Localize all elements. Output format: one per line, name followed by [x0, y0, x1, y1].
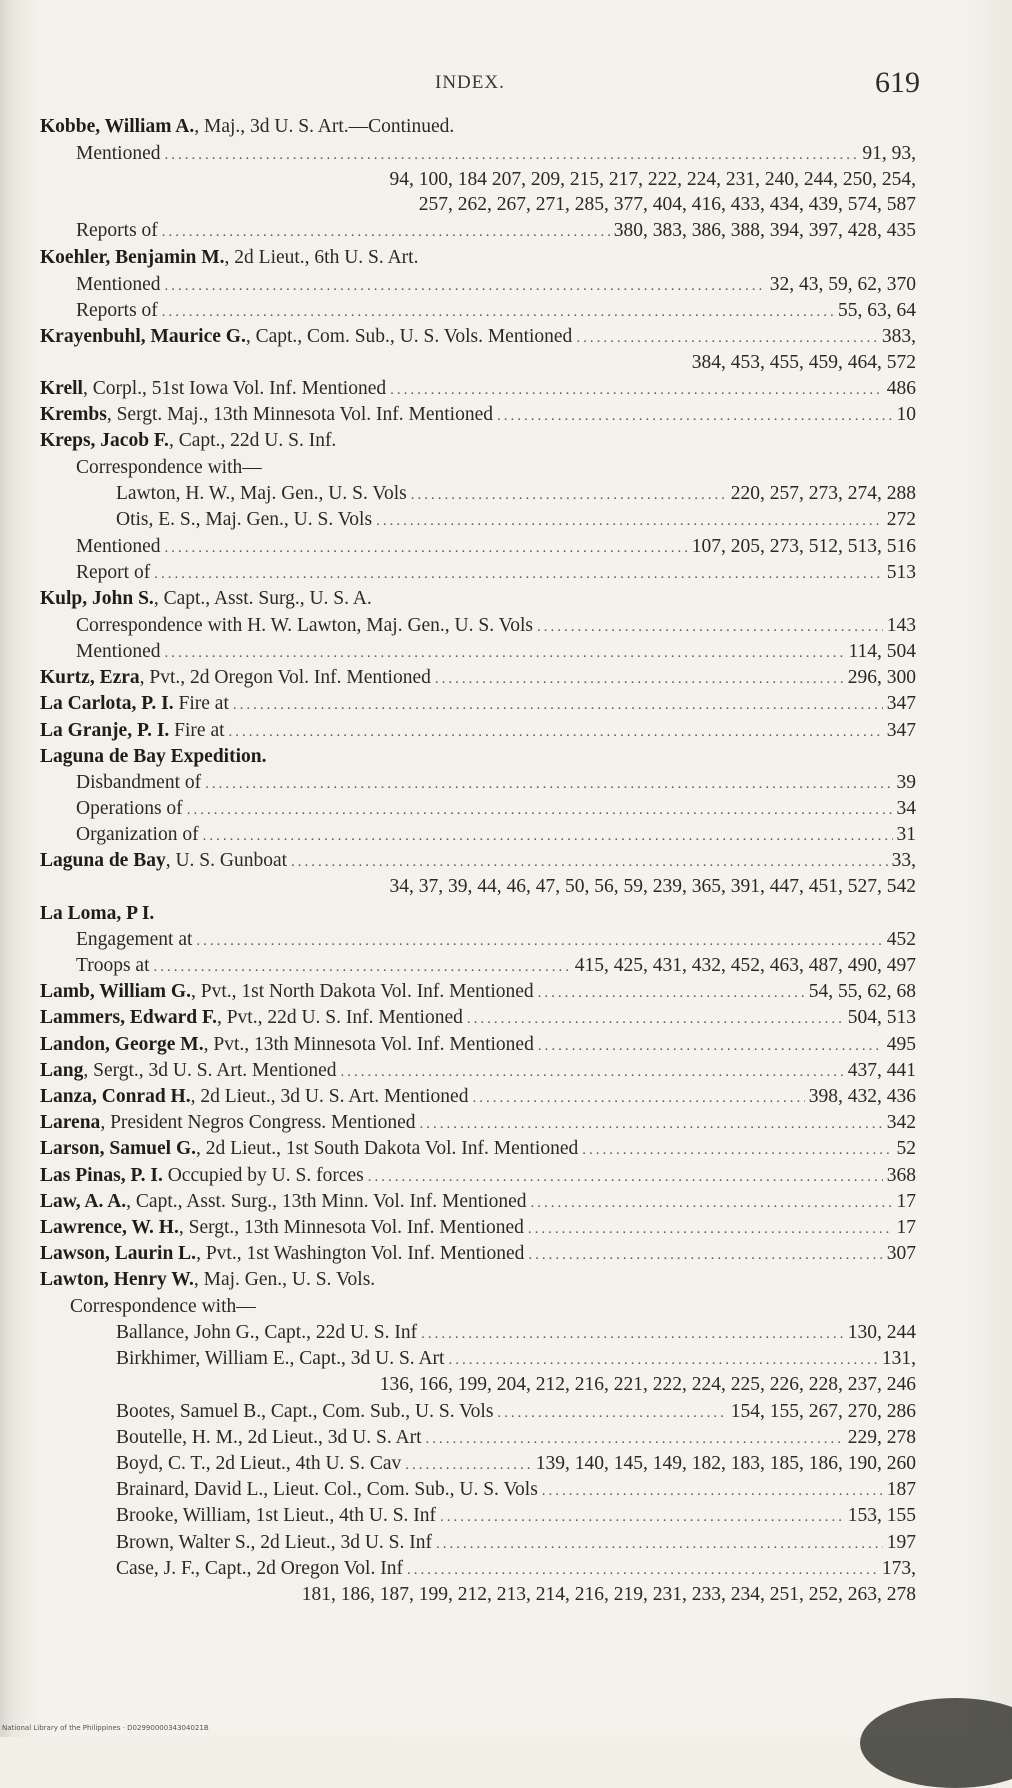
index-subentry [76, 638, 916, 665]
entry-detail: , Pvt., 1st North Dakota Vol. Inf. Mentioned [190, 981, 534, 1002]
entry-label: Correspondence with— [70, 1296, 256, 1317]
entry-label: Disbandment of [76, 772, 202, 793]
entry-detail: Occupied by U. S. forces [162, 1165, 364, 1186]
entry-detail: , Capt., Asst. Surg., 13th Minn. Vol. Inf. Mentioned [126, 1191, 527, 1212]
leader-dots [436, 1531, 883, 1558]
entry-name: La Carlota, P. I. [40, 693, 174, 714]
entry-name: Krayenbuhl, Maurice G. [40, 326, 246, 347]
entry-pages: 347 [886, 693, 916, 714]
entry-label: Mentioned [76, 641, 161, 662]
leader-dots [187, 797, 893, 824]
index-entry [40, 847, 916, 874]
index-subentry [76, 217, 916, 244]
index-subentry [116, 1476, 916, 1503]
entry-pages: 130, 244 [847, 1322, 916, 1343]
index-entry-heading [40, 427, 800, 454]
entry-detail: , Capt., Com. Sub., U. S. Vols. Mentioned [245, 326, 573, 347]
leader-dots [538, 980, 805, 1007]
entry-pages: 368 [886, 1165, 916, 1186]
index-entry-heading [40, 585, 800, 612]
index-entry-heading [40, 900, 800, 927]
leader-dots [530, 1190, 892, 1217]
entry-pages: 398, 432, 436 [808, 1086, 916, 1107]
index-entry [40, 1109, 916, 1136]
entry-label: Brainard, David L., Lieut. Col., Com. Sub., U. S. Vols [116, 1479, 538, 1500]
leader-dots [390, 377, 883, 404]
leader-dots [467, 1006, 844, 1033]
entry-detail: , Capt., Asst. Surg., U. S. A. [153, 588, 372, 609]
index-subentry [116, 1529, 916, 1556]
index-entry-heading [40, 113, 800, 140]
entry-name: Lawton, Henry W. [40, 1269, 194, 1290]
entry-pages-continuation: 34, 37, 39, 44, 46, 47, 50, 56, 59, 239, 365, 391, 447, 451, 527, 542 [389, 876, 916, 897]
entry-pages: 55, 63, 64 [838, 300, 916, 321]
entry-name: Las Pinas, P. I. [40, 1165, 163, 1186]
index-subentry [116, 1345, 916, 1372]
entry-detail: , 2d Lieut., 1st South Dakota Vol. Inf. Mentioned [196, 1138, 579, 1159]
entry-label: Lawton, H. W., Maj. Gen., U. S. Vols [116, 483, 407, 504]
entry-pages: 229, 278 [847, 1427, 916, 1448]
leader-dots [164, 640, 844, 667]
entry-name: Law, A. A. [40, 1191, 127, 1212]
leader-dots [229, 719, 883, 746]
entry-label: Bootes, Samuel B., Capt., Com. Sub., U. S. Vols [116, 1401, 494, 1422]
index-entry [40, 717, 916, 744]
entry-pages: 220, 257, 273, 274, 288 [730, 483, 916, 504]
leader-dots [341, 1059, 844, 1086]
index-subentry [76, 952, 916, 979]
entry-label: Brown, Walter S., 2d Lieut., 3d U. S. Inf [116, 1532, 432, 1553]
page-header [0, 66, 1012, 106]
entry-pages: 452 [886, 929, 916, 950]
leader-dots [164, 273, 765, 300]
entry-detail: , 2d Lieut., 6th U. S. Art. [224, 247, 419, 268]
index-subentry [76, 140, 916, 167]
index-entry [40, 1083, 916, 1110]
entry-label: Reports of [76, 220, 158, 241]
index-subentry [116, 1450, 916, 1477]
entry-pages: 154, 155, 267, 270, 286 [730, 1401, 916, 1422]
entry-name: Kurtz, Ezra [40, 667, 140, 688]
leader-dots [421, 1321, 844, 1348]
entry-pages: 486 [886, 378, 916, 399]
entry-pages: 380, 383, 386, 388, 394, 397, 428, 435 [613, 220, 916, 241]
entry-label: Case, J. F., Capt., 2d Oregon Vol. Inf [116, 1558, 403, 1579]
entry-pages-continuation: 181, 186, 187, 199, 212, 213, 214, 216, 219, 231, 233, 234, 251, 252, 263, 278 [301, 1584, 916, 1605]
leader-dots [196, 928, 882, 955]
running-title: INDEX. [435, 72, 505, 93]
index-entry-heading [40, 244, 800, 271]
leader-dots [435, 666, 844, 693]
entry-detail: , Pvt., 2d Oregon Vol. Inf. Mentioned [139, 667, 431, 688]
leader-dots [537, 614, 883, 641]
entry-label: Brooke, William, 1st Lieut., 4th U. S. Inf [116, 1505, 437, 1526]
index-subentry [76, 795, 916, 822]
entry-pages: 34 [896, 798, 916, 819]
entry-pages: 114, 504 [848, 641, 916, 662]
entry-pages: 272 [886, 509, 916, 530]
leader-dots [291, 849, 888, 876]
entry-name: Laguna de Bay Expedition. [40, 746, 267, 767]
index-entry [40, 1240, 916, 1267]
index-subentry [76, 612, 916, 639]
entry-detail: , Sergt. Maj., 13th Minnesota Vol. Inf. Mentioned [106, 404, 494, 425]
entry-pages-continuation: 257, 262, 267, 271, 285, 377, 404, 416, 433, 434, 439, 574, 587 [418, 194, 916, 215]
entry-pages: 347 [886, 720, 916, 741]
entry-detail: , U. S. Gunboat [165, 850, 288, 871]
entry-pages: 504, 513 [847, 1007, 916, 1028]
index-entry-heading [40, 743, 800, 770]
entry-detail: , Pvt., 13th Minnesota Vol. Inf. Mentioned [203, 1034, 534, 1055]
entry-name: Lammers, Edward F. [40, 1007, 217, 1028]
entry-pages: 143 [886, 615, 916, 636]
leader-dots [497, 403, 892, 430]
leader-dots [407, 1557, 878, 1584]
index-subentry [116, 1502, 916, 1529]
scan-edge-shadow [860, 1698, 1012, 1788]
entry-label: Organization of [76, 824, 199, 845]
index-subentry [116, 506, 916, 533]
entry-name: Lawrence, W. H. [40, 1217, 179, 1238]
leader-dots [440, 1504, 844, 1531]
entry-label: Mentioned [76, 274, 161, 295]
entry-label: Ballance, John G., Capt., 22d U. S. Inf [116, 1322, 418, 1343]
index-subentry [116, 1398, 916, 1425]
entry-pages: 513 [886, 562, 916, 583]
index-subentry [76, 821, 916, 848]
leader-dots [528, 1242, 882, 1269]
leader-dots [528, 1216, 893, 1243]
leader-dots [162, 219, 610, 246]
leader-dots [164, 142, 858, 169]
entry-name: Laguna de Bay [40, 850, 166, 871]
index-subentry [116, 1555, 916, 1582]
index-subentry [116, 1424, 916, 1451]
entry-pages: 437, 441 [847, 1060, 916, 1081]
entry-name: Lamb, William G. [40, 981, 191, 1002]
leader-dots [162, 299, 834, 326]
entry-name: Kobbe, William A. [40, 116, 195, 137]
leader-dots [368, 1164, 883, 1191]
index-subentry [76, 559, 916, 586]
index-entry [40, 978, 916, 1005]
entry-pages: 139, 140, 145, 149, 182, 183, 185, 186, 190, 260 [535, 1453, 916, 1474]
index-entry [40, 1162, 916, 1189]
entry-pages: 17 [896, 1191, 916, 1212]
index-subheading [70, 1293, 830, 1320]
entry-name: Kulp, John S. [40, 588, 154, 609]
leader-dots [420, 1111, 883, 1138]
entry-pages: 383, [881, 326, 916, 347]
entry-pages: 342 [886, 1112, 916, 1133]
entry-detail: , Capt., 22d U. S. Inf. [168, 430, 337, 451]
index-subentry [116, 1319, 916, 1346]
entry-detail: Fire at [173, 693, 229, 714]
index-entry [40, 1004, 916, 1031]
entry-name: Lawson, Laurin L. [40, 1243, 197, 1264]
entry-pages: 153, 155 [847, 1505, 916, 1526]
index-subentry [76, 533, 916, 560]
entry-label: Troops at [76, 955, 150, 976]
entry-detail: , Maj., 3d U. S. Art.—Continued. [194, 116, 455, 137]
entry-pages: 91, 93, [862, 143, 916, 164]
index-entry [40, 1135, 916, 1162]
leader-dots [576, 325, 878, 352]
entry-pages: 107, 205, 273, 512, 513, 516 [691, 536, 916, 557]
entry-name: Larena [40, 1112, 101, 1133]
entry-label: Birkhimer, William E., Capt., 3d U. S. Art [116, 1348, 445, 1369]
entry-label: Correspondence with— [76, 457, 262, 478]
leader-dots [497, 1400, 726, 1427]
page-number: 619 [875, 66, 920, 99]
entry-label: Reports of [76, 300, 158, 321]
index-subentry [116, 480, 916, 507]
entry-detail: , President Negros Congress. Mentioned [100, 1112, 416, 1133]
index-entry [40, 1214, 916, 1241]
entry-pages: 197 [886, 1532, 916, 1553]
leader-dots [582, 1137, 892, 1164]
leader-dots [411, 482, 727, 509]
entry-pages-continuation: 384, 453, 455, 459, 464, 572 [691, 352, 916, 373]
entry-label: Report of [76, 562, 151, 583]
entry-detail: , Pvt., 22d U. S. Inf. Mentioned [216, 1007, 463, 1028]
index-entry [40, 690, 916, 717]
leader-dots [472, 1085, 804, 1112]
index-subentry [76, 297, 916, 324]
entry-label: Operations of [76, 798, 183, 819]
leader-dots [538, 1033, 883, 1060]
index-entry [40, 401, 916, 428]
entry-name: Lang [40, 1060, 84, 1081]
index-entry [40, 375, 916, 402]
entry-pages: 32, 43, 59, 62, 370 [769, 274, 916, 295]
leader-dots [154, 561, 883, 588]
leader-dots [448, 1347, 877, 1374]
entry-name: Kreps, Jacob F. [40, 430, 169, 451]
entry-label: Mentioned [76, 536, 161, 557]
leader-dots [405, 1452, 531, 1479]
entry-pages: 10 [896, 404, 916, 425]
entry-detail: , Maj. Gen., U. S. Vols. [193, 1269, 376, 1290]
index-entry [40, 1057, 916, 1084]
entry-name: Landon, George M. [40, 1034, 204, 1055]
index-subentry [76, 769, 916, 796]
entry-detail: , Sergt., 3d U. S. Art. Mentioned [83, 1060, 337, 1081]
index-entry-heading [40, 1266, 800, 1293]
entry-pages-continuation: 94, 100, 184 207, 209, 215, 217, 222, 224, 231, 240, 244, 250, 254, [389, 169, 916, 190]
entry-label: Otis, E. S., Maj. Gen., U. S. Vols [116, 509, 373, 530]
entry-detail: , 2d Lieut., 3d U. S. Art. Mentioned [190, 1086, 469, 1107]
index-entry [40, 664, 916, 691]
entry-pages-continuation: 136, 166, 199, 204, 212, 216, 221, 222, 224, 225, 226, 228, 237, 246 [379, 1374, 916, 1395]
index-subentry [76, 926, 916, 953]
scan-footer-label: National Library of the Philippines · D0299000034304021B [2, 1724, 209, 1732]
leader-dots [203, 823, 893, 850]
entry-pages: 54, 55, 62, 68 [808, 981, 916, 1002]
leader-dots [426, 1426, 844, 1453]
entry-detail: , Corpl., 51st Iowa Vol. Inf. Mentioned [82, 378, 387, 399]
index-entry [40, 1031, 916, 1058]
entry-name: Larson, Samuel G. [40, 1138, 197, 1159]
entry-pages: 39 [896, 772, 916, 793]
entry-name: La Loma, P I. [40, 903, 155, 924]
entry-pages: 187 [886, 1479, 916, 1500]
leader-dots [164, 535, 687, 562]
entry-name: La Granje, P. I. [40, 720, 170, 741]
entry-name: Koehler, Benjamin M. [40, 247, 225, 268]
entry-pages: 495 [886, 1034, 916, 1055]
entry-label: Boyd, C. T., 2d Lieut., 4th U. S. Cav [116, 1453, 402, 1474]
leader-dots [233, 692, 883, 719]
entry-name: Lanza, Conrad H. [40, 1086, 191, 1107]
index-subentry [76, 271, 916, 298]
leader-dots [542, 1478, 883, 1505]
entry-detail: , Pvt., 1st Washington Vol. Inf. Mentioned [196, 1243, 525, 1264]
leader-dots [205, 771, 892, 798]
entry-pages: 307 [886, 1243, 916, 1264]
entry-pages: 33, [891, 850, 916, 871]
entry-detail: Fire at [169, 720, 225, 741]
leader-dots [154, 954, 571, 981]
entry-pages: 17 [896, 1217, 916, 1238]
entry-pages: 173, [881, 1558, 916, 1579]
index-subheading [76, 454, 836, 481]
entry-label: Boutelle, H. M., 2d Lieut., 3d U. S. Art [116, 1427, 422, 1448]
index-entry [40, 1188, 916, 1215]
entry-label: Correspondence with H. W. Lawton, Maj. Gen., U. S. Vols [76, 615, 533, 636]
leader-dots [376, 508, 883, 535]
entry-pages: 415, 425, 431, 432, 452, 463, 487, 490, 497 [574, 955, 916, 976]
entry-detail: , Sergt., 13th Minnesota Vol. Inf. Mentioned [178, 1217, 524, 1238]
entry-pages: 296, 300 [847, 667, 916, 688]
entry-name: Krembs [40, 404, 107, 425]
entry-pages: 52 [896, 1138, 916, 1159]
entry-label: Engagement at [76, 929, 193, 950]
entry-name: Krell [40, 378, 83, 399]
index-entry [40, 323, 916, 350]
entry-label: Mentioned [76, 143, 161, 164]
entry-pages: 31 [896, 824, 916, 845]
entry-pages: 131, [881, 1348, 916, 1369]
